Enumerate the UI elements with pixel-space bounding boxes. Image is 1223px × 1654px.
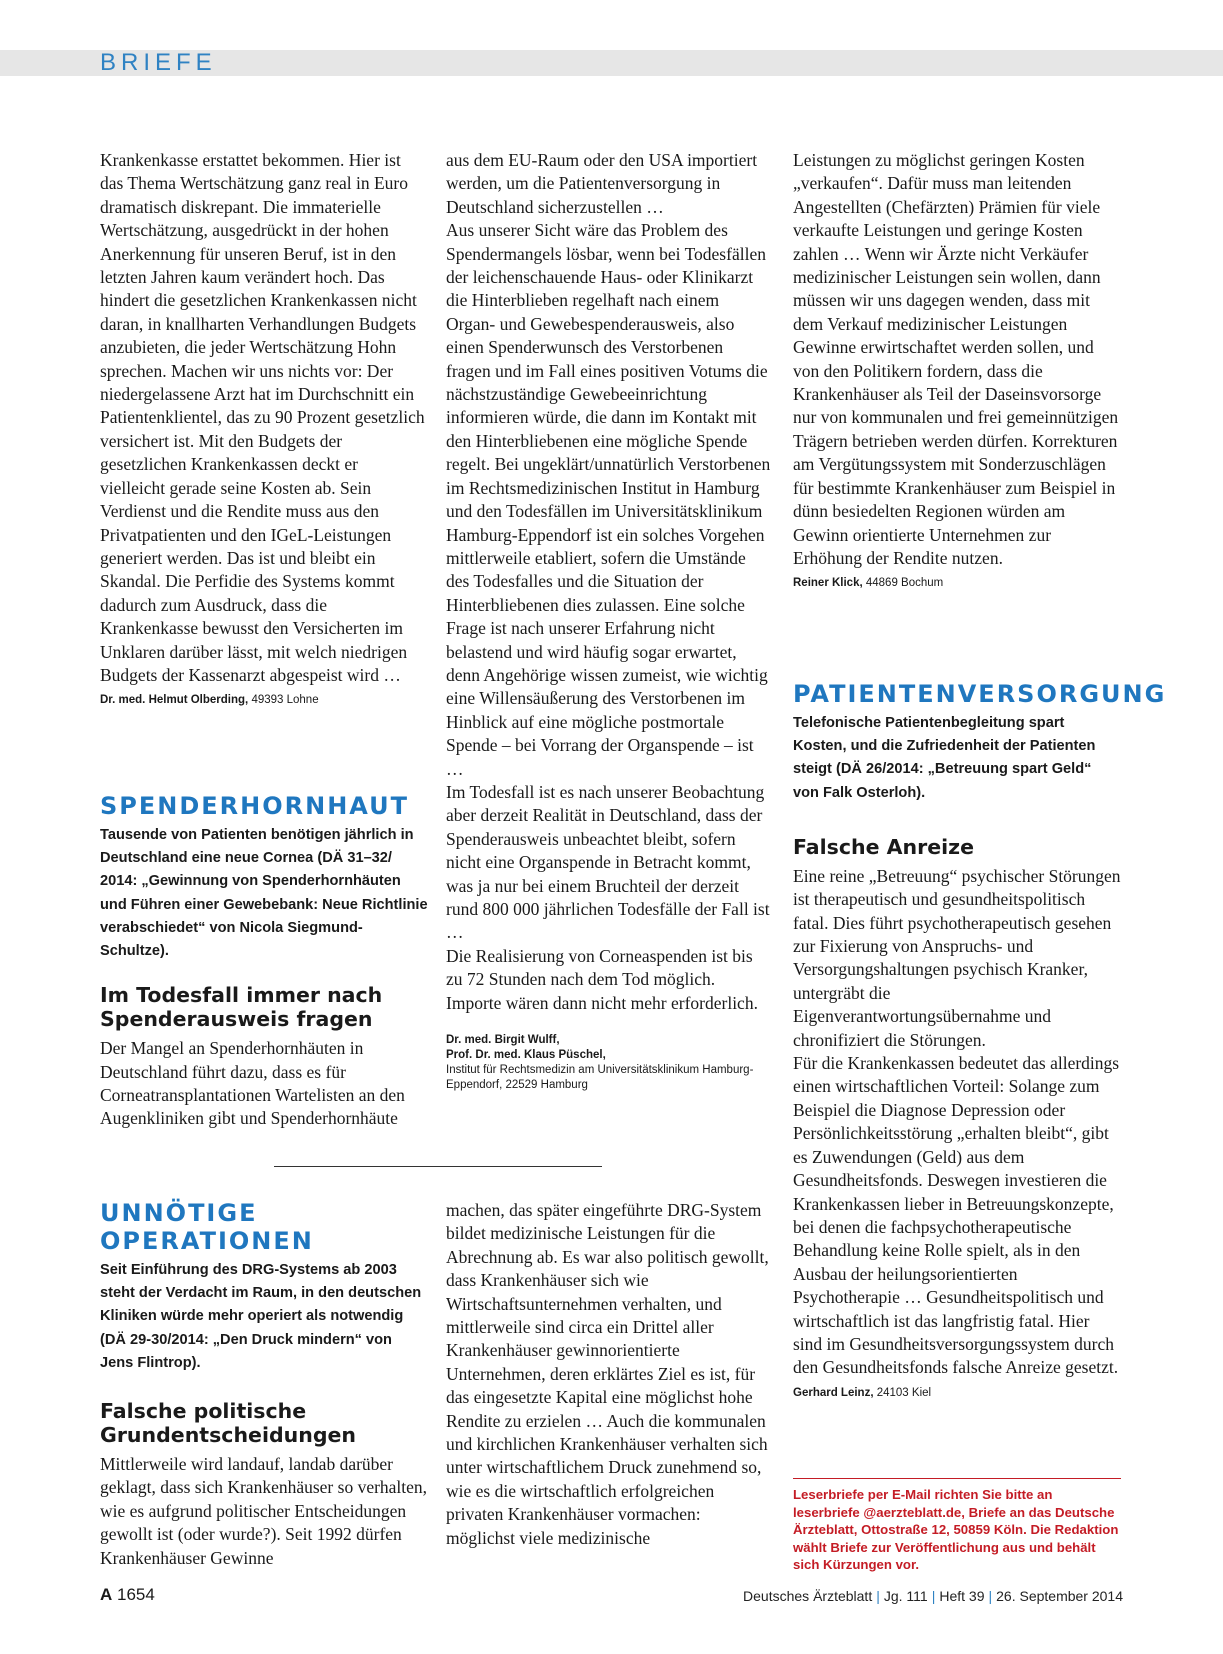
letter-body: machen, das später eingeführte DRG-System bildet medizinische Leistungen für die Abrechnung ab. Es war also politisch gewollt, dass Krankenhäuser sich wie Wirtschaftsunternehmen verhalten, und mittlerweile sind circa ein Drittel aller Krankenhäuser gewinnorientierte Unternehmen, deren erklärtes Ziel es ist, für das eingesetzte Kapital eine möglichst hohe Rendite zu erzielen … Auch die kommunalen und kirchlichen Krankenhäuser verhalten sich unter wirtschaftlichem Druck zunehmend so, wie es die wirtschaftlich erfolgreichen privaten Krankenhäuser vormachen: möglichst viele medizinische bbox=[446, 1200, 769, 1548]
letter-signature bbox=[793, 576, 1121, 591]
footer-separator: | bbox=[876, 1588, 880, 1604]
letter-paragraph: aus dem EU-Raum oder den USA importiert werden, um die Patientenversorgung in Deutschland sicherzustellen … bbox=[446, 150, 758, 217]
section-kicker: UNNÖTIGE OPERATIONEN bbox=[100, 1199, 314, 1255]
section-title: BRIEFE bbox=[100, 49, 217, 76]
signature-place: 49393 Lohne bbox=[248, 694, 319, 707]
letter-body: Krankenkasse erstattet bekommen. Hier ist das Thema Wertschätzung ganz real in Euro dramatisch diskrepant. Die immaterielle Wertschätzung, ausgedrückt in der hohen Anerkennung für unseren Beruf, ist in den letzten Jahren kaum verändert hoch. Das hindert die gesetzlichen Krankenkassen nicht daran, in knallharten Verhandlungen Budgets anzubieten, die jeder Wertschätzung Hohn sprechen. Machen wir uns nichts vor: Der niedergelassene Arzt hat im Durchschnitt ein Patientenklientel, das zu 90 Prozent gesetzlich versichert ist. Mit den Budgets der gesetzlichen Krankenkassen deckt er vielleicht gerade seine Kosten ab. Sein Verdienst und die Rendite muss aus den Privatpatienten und den IGeL-Leistungen generiert werden. Das ist und bleibt ein Skandal. Die Perfidie des Systems kommt dadurch zum Ausdruck, dass die Krankenkasse bewusst den Versicherten im Unklaren darüber lässt, mit welch niedrigen Budgets der Kassenarzt abgespeist wird … bbox=[100, 150, 425, 685]
letter-title: Falsche politische Grundentscheidungen bbox=[100, 1399, 357, 1448]
letter-wulff-pueschel bbox=[446, 149, 771, 1093]
signature-place: 24103 Kiel bbox=[873, 1386, 932, 1399]
letter-paragraph: Aus unserer Sicht wäre das Problem des Spendermangels lösbar, wenn bei Todesfällen der leichenschauende Haus- oder Klinikarzt die Hinterblieben regelhaft nach einem Organ- und Gewebespenderausweis, also einen Spenderwunsch des Verstorbenen fragen und im Fall eines positiven Votums die nächstzuständige Gewebeeinrichtung informieren würde, die dann im Kontakt mit den Hinterbliebenen eine mögliche Spende regelt. Bei ungeklärt/unnatürlich Verstorbenen im Rechtsmedizinischen Institut in Hamburg und den Todesfällen im Universitätsklinikum Hamburg-Eppendorf ist ein solches Vorgehen mittlerweile etabliert, sofern die Umstände des Todesfalles und die Situation der Hinterbliebenen dies zulassen. Eine solche Frage ist nach unserer Erfahrung nicht belastend und wird häufig sogar erwartet, denn Angehörige wissen zumeist, wie wichtig eine Willensäußerung des Verstorbenen im Hinblick auf eine mögliche postmortale Spende – bei Vorrang der Organspende – ist … bbox=[446, 220, 771, 779]
journal-date: 26. September 2014 bbox=[996, 1588, 1123, 1604]
letter-olberding bbox=[100, 149, 425, 708]
letter-body: Mittlerweile wird landauf, landab darüber geklagt, dass sich Krankenhäuser so verhalten, wie es aufgrund politischer Entscheidungen gewollt ist (oder wurde?). Seit 1992 dürfen Krankenhäuser Gewinne bbox=[100, 1454, 428, 1568]
page-number bbox=[100, 1585, 155, 1605]
page-prefix: A bbox=[100, 1585, 113, 1604]
section-intro: Telefonische Patientenbegleitung spart Kosten, und die Zufriedenheit der Patienten steigt (DÄ 26/2014: „Betreuung spart Geld“ von Falk Osterloh). bbox=[793, 715, 1096, 801]
signature-place: 44869 Bochum bbox=[862, 577, 944, 590]
section-intro: Tausende von Patienten benötigen jährlich in Deutschland eine neue Cornea (DÄ 31–32/ 2014: „Gewinnung von Spenderhornhäuten und Führen einer Gewebebank: Neue Richtlinie verabschiedet“ von Nicola Siegmund-Schultze). bbox=[100, 827, 428, 960]
signature-name: Prof. Dr. med. Klaus Püschel, bbox=[446, 1049, 606, 1062]
letter-title: Falsche Anreize bbox=[793, 834, 974, 859]
section-kicker: SPENDERHORNHAUT bbox=[100, 792, 409, 820]
signature-name: Dr. med. Helmut Olberding, bbox=[100, 694, 249, 707]
letter-paragraph: Eine reine „Betreuung“ psychischer Störungen ist therapeutisch und gesundheitspolitisch fatal. Dies führt psychotherapeutisch gesehen zur Fixierung von Anspruchs- und Versorgungshaltungen psychisch Kranker, untergräbt die Eigenverantwortungsübernahme und chronifiziert die Störungen. bbox=[793, 865, 1121, 1050]
journal-name: Deutsches Ärzteblatt bbox=[743, 1588, 873, 1604]
journal-issue: Heft 39 bbox=[939, 1588, 985, 1604]
letter-paragraph: Im Todesfall ist es nach unserer Beobachtung aber derzeit Realität in Deutschland, dass der Spenderausweis unbeachtet bleibt, sofern nicht eine Organspende in Betracht kommt, was ja nur bei einem Bruchteil der derzeit rund 800 000 jährlichen Todesfälle der Fall ist … bbox=[446, 781, 770, 943]
signature-name: Gerhard Leinz, bbox=[793, 1386, 874, 1399]
section-patientenversorgung bbox=[793, 680, 1167, 1401]
column-divider bbox=[274, 1166, 602, 1167]
footer-separator: | bbox=[988, 1588, 993, 1604]
letter-body: Der Mangel an Spenderhornhäuten in Deutschland führt dazu, dass es für Corneatransplantationen Wartelisten an den Augenkliniken gibt und Spenderhornhäute bbox=[100, 1038, 405, 1129]
reader-letters-notice bbox=[793, 1478, 1121, 1574]
signature-name: Reiner Klick, bbox=[793, 577, 863, 590]
letter-signature bbox=[446, 1033, 771, 1093]
letter-operationen-continued bbox=[446, 1199, 771, 1550]
letter-klick bbox=[793, 149, 1121, 591]
footer-separator: | bbox=[931, 1588, 936, 1604]
footer-citation bbox=[743, 1588, 1123, 1604]
page-number-value: 1654 bbox=[117, 1585, 155, 1604]
letter-title: Im Todesfall immer nach Spenderausweis fragen bbox=[100, 983, 383, 1032]
section-unnoetige-operationen bbox=[100, 1199, 428, 1570]
signature-affiliation: Institut für Rechtsmedizin am Universitätsklinikum Hamburg-Eppendorf, 22529 Hamburg bbox=[446, 1064, 754, 1092]
section-intro: Seit Einführung des DRG-Systems ab 2003 steht der Verdacht im Raum, in den deutschen Kliniken würde mehr operiert als notwendig (DÄ 29-30/2014: „Den Druck mindern“ von Jens Flintrop). bbox=[100, 1262, 422, 1371]
letter-signature bbox=[793, 1386, 1121, 1401]
section-kicker: PATIENTENVERSORGUNG bbox=[793, 680, 1167, 708]
journal-volume: Jg. 111 bbox=[883, 1588, 928, 1604]
signature-name: Dr. med. Birgit Wulff, bbox=[446, 1034, 560, 1047]
letter-signature bbox=[100, 693, 425, 708]
notice-text: Leserbriefe per E-Mail richten Sie bitte an leserbriefe @aerzteblatt.de, Briefe an das Deutsche Ärzteblatt, Ottostraße 12, 50859 Köln. Die Redaktion wählt Briefe zur Veröffentlichung aus und behält sich Kürzungen vor. bbox=[793, 1487, 1119, 1573]
section-spenderhornhaut bbox=[100, 792, 428, 1131]
letter-paragraph: Die Realisierung von Corneaspenden ist bis zu 72 Stunden nach dem Tod möglich. Importe wären dann nicht mehr erforderlich. bbox=[446, 945, 758, 1013]
letter-body: Leistungen zu möglichst geringen Kosten „verkaufen“. Dafür muss man leitenden Angestellten (Chefärzten) Prämien für viele verkaufte Leistungen und geringe Kosten zahlen … Wenn wir Ärzte nicht Verkäufer medizinischer Leistungen sein wollen, dann müssen wir uns dagegen wenden, dass mit dem Verkauf medizinischer Leistungen Gewinne erwirtschaftet werden sollen, und von den Politikern fordern, dass die Krankenhäuser als Teil der Daseinsvorsorge nur von kommunalen und frei gemeinnützigen Trägern betrieben werden dürfen. Korrekturen am Vergütungssystem mit Sonderzuschlägen für bestimmte Krankenhäuser zum Beispiel in dünn besiedelten Regionen würden am Gewinn orientierte Unternehmen zur Erhöhung der Rendite nutzen. bbox=[793, 150, 1119, 568]
letter-paragraph: Für die Krankenkassen bedeutet das allerdings einen wirtschaftlichen Vorteil: Solange zum Beispiel die Diagnose Depression oder Persönlichkeitsstörung „erhalten bleibt“, gibt es Zuwendungen (Geld) aus dem Gesundheitsfonds. Deswegen investieren die Krankenkassen lieber in Betreuungskonzepte, bei denen die fachpsychotherapeutische Behandlung keine Rolle spielt, als in den Ausbau der heilungsorientierten Psychotherapie … Gesundheitspolitisch und wirtschaftlich ist das langfristig fatal. Hier sind im Gesundheitsversorgungssystem durch den Gesundheitsfonds falsche Anreize gesetzt. bbox=[793, 1053, 1120, 1378]
